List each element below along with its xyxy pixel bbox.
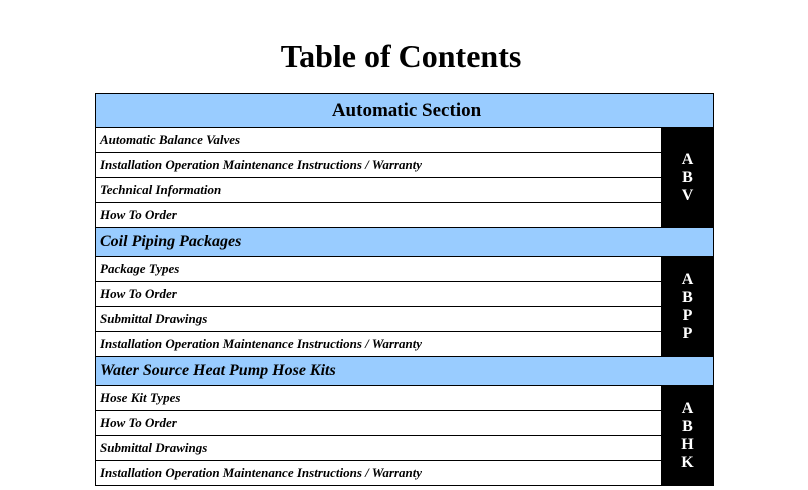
toc-row[interactable] (96, 128, 714, 153)
tab-letter: H (681, 435, 694, 453)
toc-entry-package-types[interactable]: Package Types (96, 257, 662, 282)
tab-letter: A (681, 150, 694, 168)
toc-row[interactable] (96, 436, 714, 461)
toc-row[interactable] (96, 282, 714, 307)
tab-marker-abhk (662, 386, 714, 486)
toc-entry-iom-warranty[interactable]: Installation Operation Maintenance Instructions / Warranty (96, 153, 662, 178)
toc-row[interactable] (96, 178, 714, 203)
toc-entry-technical-information[interactable]: Technical Information (96, 178, 662, 203)
tab-marker-abpp (662, 257, 714, 357)
toc-row[interactable] (96, 411, 714, 436)
toc-entry-submittal-drawings[interactable]: Submittal Drawings (96, 307, 662, 332)
tab-letter: B (682, 168, 693, 186)
toc-row[interactable] (96, 332, 714, 357)
section-header-row (96, 94, 714, 128)
section-title: Automatic Section (96, 94, 714, 128)
toc-entry-iom-warranty[interactable]: Installation Operation Maintenance Instructions / Warranty (96, 332, 662, 357)
tab-letter: B (682, 288, 693, 306)
page-title: Table of Contents (280, 38, 522, 74)
toc-entry-hose-kit-types[interactable]: Hose Kit Types (96, 386, 662, 411)
toc-row[interactable] (96, 461, 714, 486)
toc-row[interactable] (96, 257, 714, 282)
toc-entry-how-to-order[interactable]: How To Order (96, 282, 662, 307)
toc-entry-automatic-balance-valves[interactable]: Automatic Balance Valves (96, 128, 662, 153)
toc-entry-submittal-drawings[interactable]: Submittal Drawings (96, 436, 662, 461)
tab-marker-abv (662, 128, 714, 228)
toc-entry-iom-warranty[interactable]: Installation Operation Maintenance Instructions / Warranty (96, 461, 662, 486)
tab-letter: K (681, 453, 694, 471)
toc-row[interactable] (96, 203, 714, 228)
group-title-coil-piping-packages: Coil Piping Packages (96, 228, 714, 257)
tab-letter: P (682, 324, 693, 342)
toc-table (95, 93, 714, 486)
group-title-hose-kits: Water Source Heat Pump Hose Kits (96, 357, 714, 386)
toc-row[interactable] (96, 153, 714, 178)
group-header-row (96, 357, 714, 386)
toc-row[interactable] (96, 307, 714, 332)
tab-letter: V (681, 186, 694, 204)
tab-letter: A (681, 399, 694, 417)
toc-entry-how-to-order[interactable]: How To Order (96, 203, 662, 228)
tab-letter: B (682, 417, 693, 435)
group-header-row (96, 228, 714, 257)
tab-letter: A (681, 270, 694, 288)
toc-row[interactable] (96, 386, 714, 411)
toc-entry-how-to-order[interactable]: How To Order (96, 411, 662, 436)
tab-letter: P (682, 306, 693, 324)
